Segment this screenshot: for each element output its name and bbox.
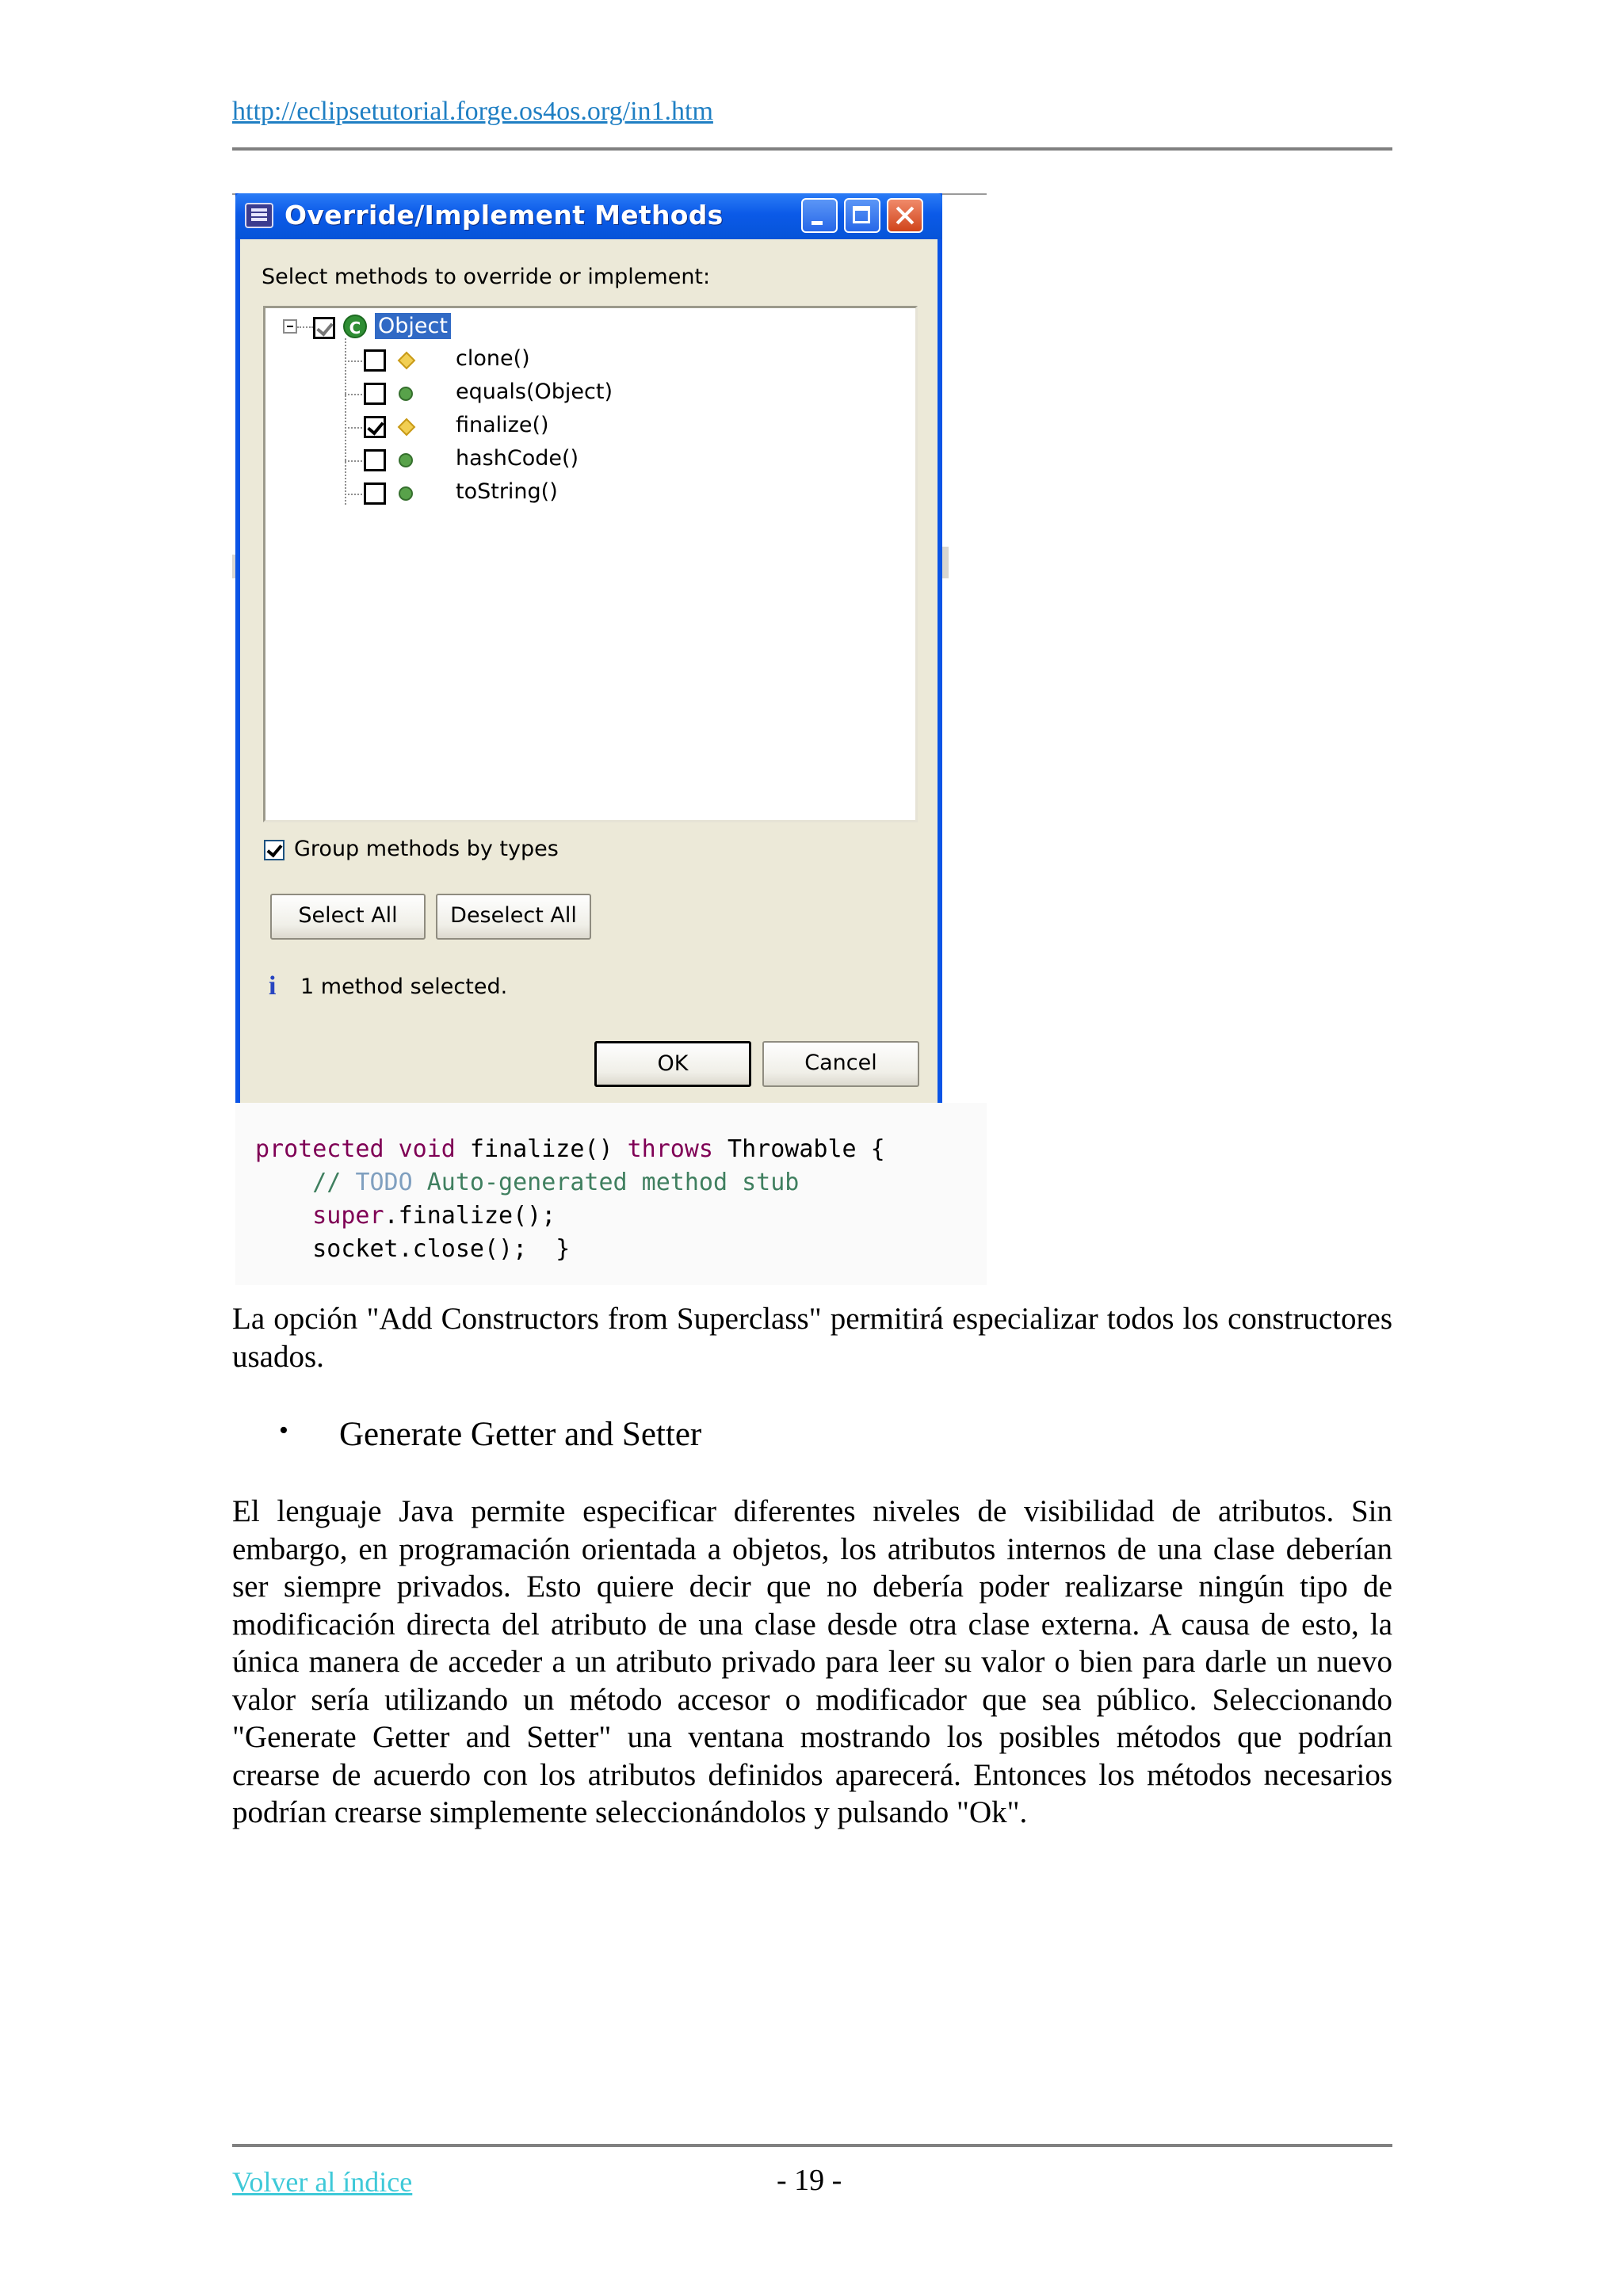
maximize-icon[interactable] — [844, 198, 880, 233]
public-method-icon — [399, 387, 413, 401]
eclipse-app-icon — [245, 203, 273, 228]
code-text: .finalize(); — [384, 1202, 556, 1230]
tree-connector — [345, 394, 362, 395]
method-item-tostring[interactable]: toString() — [456, 479, 558, 504]
ok-button[interactable]: OK — [594, 1041, 751, 1087]
code-text: finalize() — [455, 1135, 628, 1163]
code-keyword: protected — [255, 1135, 384, 1163]
code-snippet — [255, 1133, 885, 1266]
group-methods-checkbox[interactable] — [264, 840, 285, 860]
selection-status: 1 method selected. — [300, 974, 508, 999]
minimize-icon[interactable] — [801, 198, 838, 233]
code-comment: // — [312, 1169, 356, 1196]
bullet-icon: • — [279, 1416, 288, 1445]
tree-connector — [297, 326, 313, 328]
method-item-clone[interactable]: clone() — [456, 346, 530, 371]
dialog-titlebar[interactable] — [235, 193, 942, 239]
deselect-all-button[interactable]: Deselect All — [436, 894, 591, 940]
code-comment: Auto-generated method stub — [412, 1169, 800, 1196]
code-todo: TODO — [355, 1169, 413, 1196]
method-item-hashcode[interactable]: hashCode() — [456, 446, 579, 471]
method-checkbox-tostring[interactable] — [364, 482, 386, 505]
select-all-button[interactable]: Select All — [270, 894, 426, 940]
collapse-icon[interactable] — [283, 319, 297, 334]
class-icon: C — [343, 315, 367, 338]
tree-connector — [345, 494, 362, 495]
code-text: Throwable { — [713, 1135, 885, 1163]
footer-rule — [232, 2144, 1392, 2147]
method-checkbox-equals[interactable] — [364, 383, 386, 405]
tree-connector — [345, 427, 362, 429]
paragraph-constructors: La opción "Add Constructors from Superclass" permitirá especializar todos los constructores usados. — [232, 1302, 1392, 1374]
methods-tree[interactable] — [263, 306, 918, 822]
object-checkbox[interactable] — [313, 317, 335, 339]
bullet-item-getter-setter: Generate Getter and Setter — [339, 1416, 702, 1453]
public-method-icon — [399, 453, 413, 467]
header-url-link[interactable]: http://eclipsetutorial.forge.os4os.org/in1.htm — [232, 97, 713, 126]
tree-connector — [345, 460, 362, 462]
method-checkbox-finalize[interactable] — [364, 416, 386, 438]
group-methods-label[interactable]: Group methods by types — [294, 837, 559, 861]
paragraph-getter-setter: El lenguaje Java permite especificar diferentes niveles de visibilidad de atributos. Sin embargo, en programación orientada a objetos, los atributos internos de una clase deberían ser siempre privados. Esto quiere decir que no debería poder realizarse ningún tipo de modificación directa del atributo de una clase desde otra clase externa. A causa de esto, la única manera de acceder a un atributo privado para leer su valor o bien para darle un nuevo valor sería utilizando un método accesor o modificador que sea público. Seleccionando "Generate Getter and Setter" una ventana mostrando los posibles métodos que podrían crearse de acuerdo con los atributos definidos aparecerá. Entonces los métodos necesarios podrían crearse simplemente seleccionándolos y pulsando "Ok". — [232, 1494, 1392, 1829]
public-method-icon — [399, 486, 413, 501]
method-item-equals[interactable]: equals(Object) — [456, 379, 613, 404]
protected-method-icon — [398, 418, 416, 437]
protected-method-icon — [398, 352, 416, 370]
method-checkbox-clone[interactable] — [364, 349, 386, 372]
code-keyword: throws — [627, 1135, 713, 1163]
method-checkbox-hashcode[interactable] — [364, 449, 386, 471]
dialog-prompt: Select methods to override or implement: — [262, 265, 711, 289]
tree-connector-vertical — [345, 338, 346, 505]
code-keyword: super — [312, 1202, 384, 1230]
method-item-finalize[interactable]: finalize() — [456, 413, 549, 437]
close-icon[interactable] — [887, 198, 923, 233]
header-rule — [232, 147, 1392, 151]
cancel-button[interactable]: Cancel — [762, 1041, 919, 1087]
page-number: - 19 - — [777, 2164, 842, 2197]
code-text: socket.close(); } — [312, 1235, 571, 1263]
dialog-title: Override/Implement Methods — [285, 200, 724, 231]
back-to-index-link[interactable]: Volver al índice — [232, 2166, 413, 2198]
override-implement-dialog — [235, 193, 942, 1125]
tree-root-object[interactable]: Object — [375, 313, 451, 339]
background-fragment — [232, 555, 235, 578]
tree-connector — [345, 360, 362, 362]
info-icon: i — [269, 971, 277, 1001]
background-fragment — [942, 547, 949, 578]
code-keyword: void — [398, 1135, 456, 1163]
